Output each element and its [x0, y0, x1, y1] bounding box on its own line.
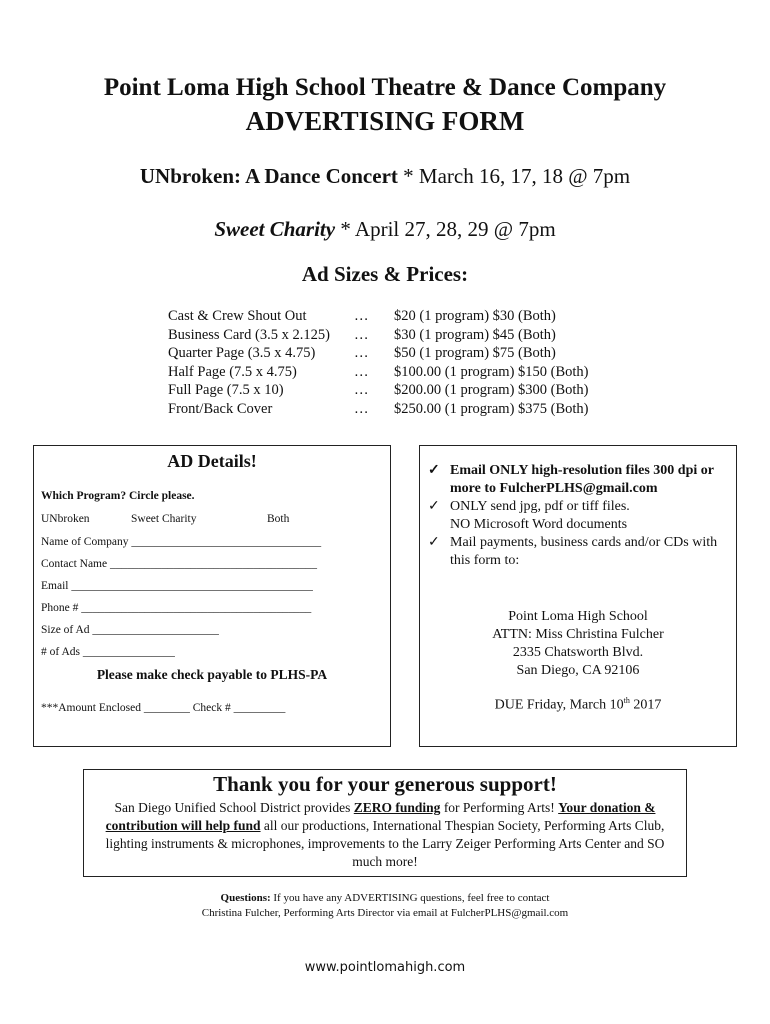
- instruction-item: [428, 534, 728, 570]
- event-name: Sweet Charity: [214, 217, 336, 241]
- ad-price: $100.00 (1 program) $150 (Both): [394, 363, 589, 380]
- ad-price: $30 (1 program) $45 (Both): [394, 326, 556, 343]
- ellipsis: …: [354, 308, 369, 324]
- ad-size: Full Page (7.5 x 10): [168, 382, 284, 398]
- phone-field[interactable]: Phone # ________________________________________: [41, 602, 312, 614]
- mailing-address: [420, 608, 736, 680]
- instruction-text: NO Microsoft Word documents: [450, 517, 628, 532]
- questions-label: Questions:: [220, 892, 271, 904]
- amount-field[interactable]: ***Amount Enclosed ________ Check # _________: [41, 702, 286, 714]
- event-sweet-charity: [0, 217, 770, 242]
- email-field[interactable]: Email __________________________________________: [41, 580, 313, 592]
- due-suffix: 2017: [629, 697, 662, 713]
- price-row: [168, 326, 589, 345]
- check-icon: ✓: [428, 463, 440, 478]
- instruction-list: [428, 462, 728, 570]
- price-row: [168, 344, 589, 363]
- address-line: 2335 Chatsworth Blvd.: [512, 645, 644, 660]
- price-row: [168, 400, 589, 419]
- questions-note: [0, 891, 770, 921]
- ad-size: Front/Back Cover: [168, 400, 273, 417]
- check-icon: ✓: [428, 535, 440, 550]
- thank-you-body: [94, 799, 676, 871]
- due-prefix: DUE Friday, March 10: [494, 697, 624, 713]
- questions-line: Christina Fulcher, Performing Arts Director via email at FulcherPLHS@gmail.com: [201, 907, 569, 919]
- price-row: [168, 307, 589, 326]
- instruction-text: Email ONLY high-resolution files 300 dpi or more to FulcherPLHS@gmail.com: [450, 463, 714, 496]
- ellipsis: …: [354, 400, 369, 417]
- ad-price: $20 (1 program) $30 (Both): [394, 308, 556, 324]
- option-unbroken[interactable]: UNbroken: [41, 513, 90, 525]
- company-field[interactable]: Name of Company _________________________________: [41, 536, 322, 548]
- ad-price: $200.00 (1 program) $300 (Both): [394, 382, 589, 398]
- ellipsis: …: [354, 363, 369, 380]
- event-sep: *: [397, 164, 419, 188]
- ellipsis: …: [354, 345, 369, 361]
- thank-you-box: [83, 769, 687, 877]
- price-row: [168, 363, 589, 382]
- price-row: [168, 381, 589, 400]
- instruction-text: ONLY send jpg, pdf or tiff files.: [450, 499, 630, 514]
- event-unbroken: [0, 164, 770, 189]
- ad-price: $50 (1 program) $75 (Both): [394, 345, 556, 361]
- ad-size: Half Page (7.5 x 4.75): [168, 363, 297, 380]
- num-ads-field[interactable]: # of Ads ________________: [41, 646, 175, 658]
- ad-details-box: [33, 445, 391, 747]
- due-date: [420, 696, 736, 714]
- thank-you-title: Thank you for your generous support!: [213, 772, 557, 796]
- ad-size-field[interactable]: Size of Ad ______________________: [41, 624, 219, 636]
- questions-line: [0, 891, 770, 906]
- donation-text: Your donation & contribution will help fund: [105, 800, 656, 833]
- ad-size: Business Card (3.5 x 2.125): [168, 326, 330, 343]
- instruction-item: [428, 462, 728, 498]
- address-line: San Diego, CA 92106: [516, 663, 640, 678]
- zero-funding: ZERO funding: [353, 800, 441, 815]
- option-sweet-charity[interactable]: Sweet Charity: [131, 513, 197, 525]
- questions-text: If you have any ADVERTISING questions, feel free to contact: [270, 892, 550, 904]
- instructions-box: [419, 445, 737, 747]
- event-dates: March 16, 17, 18 @ 7pm: [418, 164, 631, 188]
- form-title: ADVERTISING FORM: [245, 106, 525, 136]
- check-icon: ✓: [428, 499, 440, 514]
- which-program-label: Which Program? Circle please.: [41, 490, 195, 502]
- ad-details-title: AD Details!: [167, 451, 257, 471]
- due-sup: th: [623, 696, 630, 705]
- address-line: Point Loma High School: [508, 609, 648, 624]
- price-list: [168, 307, 589, 418]
- ellipsis: …: [354, 382, 369, 398]
- check-payable-note: Please make check payable to PLHS-PA: [96, 667, 328, 682]
- event-dates: April 27, 28, 29 @ 7pm: [354, 217, 556, 241]
- website-link[interactable]: www.pointlomahigh.com: [304, 960, 466, 975]
- ad-size: Quarter Page (3.5 x 4.75): [168, 345, 316, 361]
- option-both[interactable]: Both: [267, 513, 290, 525]
- prices-heading: Ad Sizes & Prices:: [301, 262, 469, 286]
- ad-price: $250.00 (1 program) $375 (Both): [394, 400, 589, 417]
- contact-field[interactable]: Contact Name ____________________________________: [41, 558, 317, 570]
- address-line: ATTN: Miss Christina Fulcher: [492, 627, 664, 642]
- instruction-text: Mail payments, business cards and/or CDs with this form to:: [450, 535, 718, 568]
- ellipsis: …: [354, 326, 369, 343]
- event-name: UNbroken: A Dance Concert: [139, 164, 398, 188]
- ad-size: Cast & Crew Shout Out: [168, 308, 307, 324]
- instruction-item: [428, 498, 728, 534]
- thanks-text: San Diego Unified School District provides: [114, 800, 354, 815]
- thanks-text: for Performing Arts!: [440, 800, 559, 815]
- school-title: Point Loma High School Theatre & Dance Company: [103, 74, 667, 101]
- event-sep: *: [335, 217, 355, 241]
- thanks-text: all our productions, International Thespian Society, Performing Arts Club, lighting instruments & microphones, improvements to the Larry Zeiger Performing Arts Center and SO much more!: [105, 818, 665, 869]
